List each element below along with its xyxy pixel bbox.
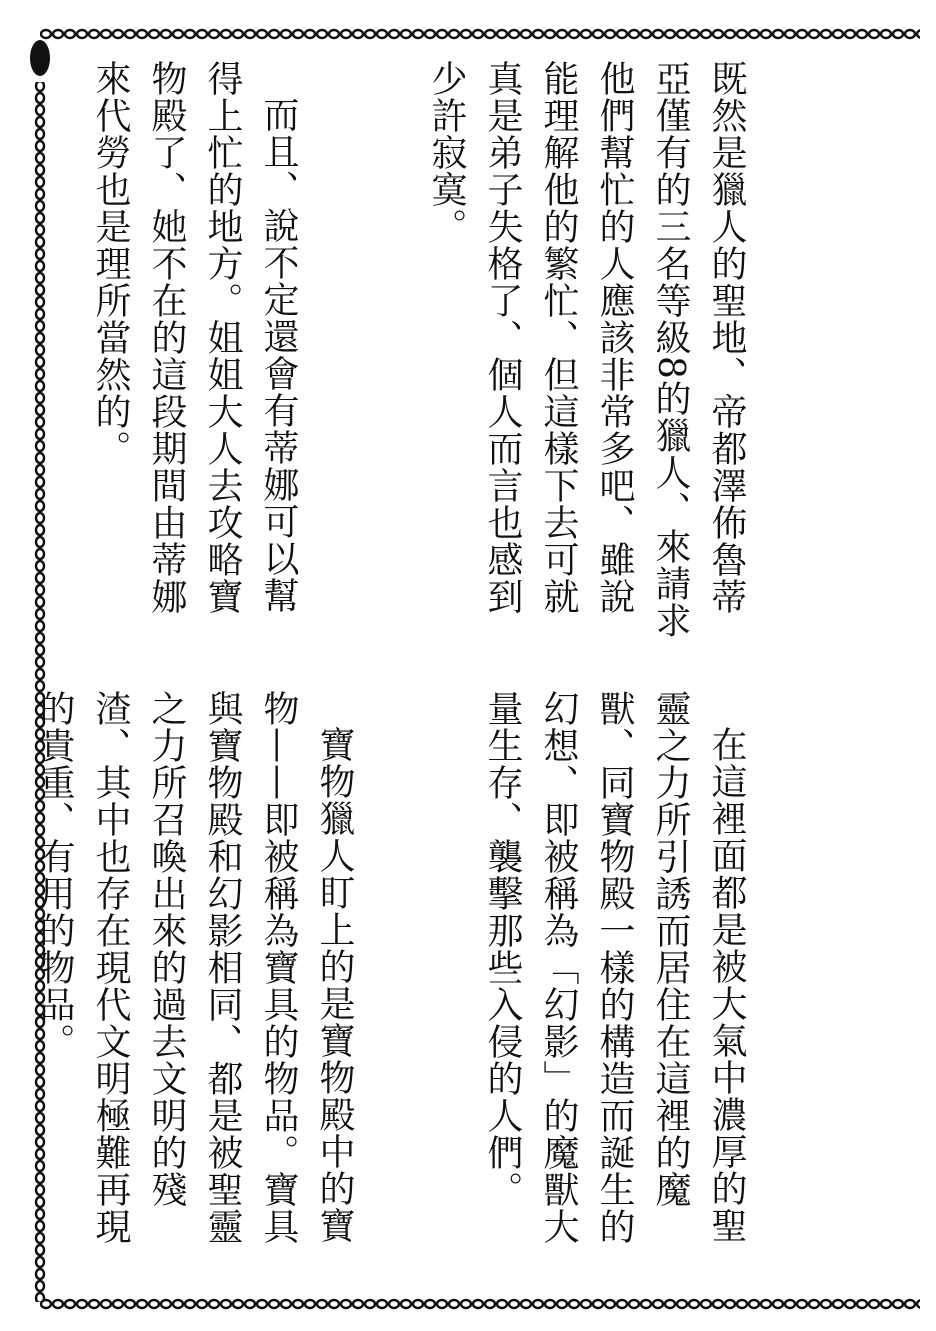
paragraph: 而且、說不定還會有蒂娜可以幫得上忙的地方。姐姐大人去攻略寶物殿了、她不在的這段期間由蒂娜來代勞也是理所當然的。 <box>90 60 299 615</box>
chain-border-bottom <box>40 1296 920 1312</box>
text-block-top <box>66 60 866 650</box>
paragraph: 在這裡面都是被大氣中濃厚的聖靈之力所引誘而居住在這裡的魔獸、同寶物殿一樣的構造而誕生的幻想、即被稱為「幻影」的魔獸大量生存、襲擊那些入侵的人們。 <box>482 690 747 1245</box>
chain-border-top <box>40 26 920 42</box>
chain-link-pattern-top <box>40 26 920 42</box>
paragraph: 既然是獵人的聖地、帝都澤佈魯蒂亞僅有的三名等級8的獵人、來請求他們幫忙的人應該非常多吧、雖說能理解他的繁忙、但這樣下去可就真是弟子失格了、個人而言也感到少許寂寞。 <box>426 60 747 639</box>
chain-anchor-bead-icon <box>30 40 50 76</box>
paragraph: 寶物獵人盯上的是寶物殿中的寶物——即被稱為寶具的物品。寶具與寶物殿和幻影相同、都是被聖靈之力所召喚出來的過去文明的殘渣、其中也存在現代文明極難再現的貴重、有用的物品。 <box>34 690 355 1245</box>
chain-link-pattern-bottom <box>40 1296 920 1312</box>
text-block-bottom <box>34 690 866 1280</box>
